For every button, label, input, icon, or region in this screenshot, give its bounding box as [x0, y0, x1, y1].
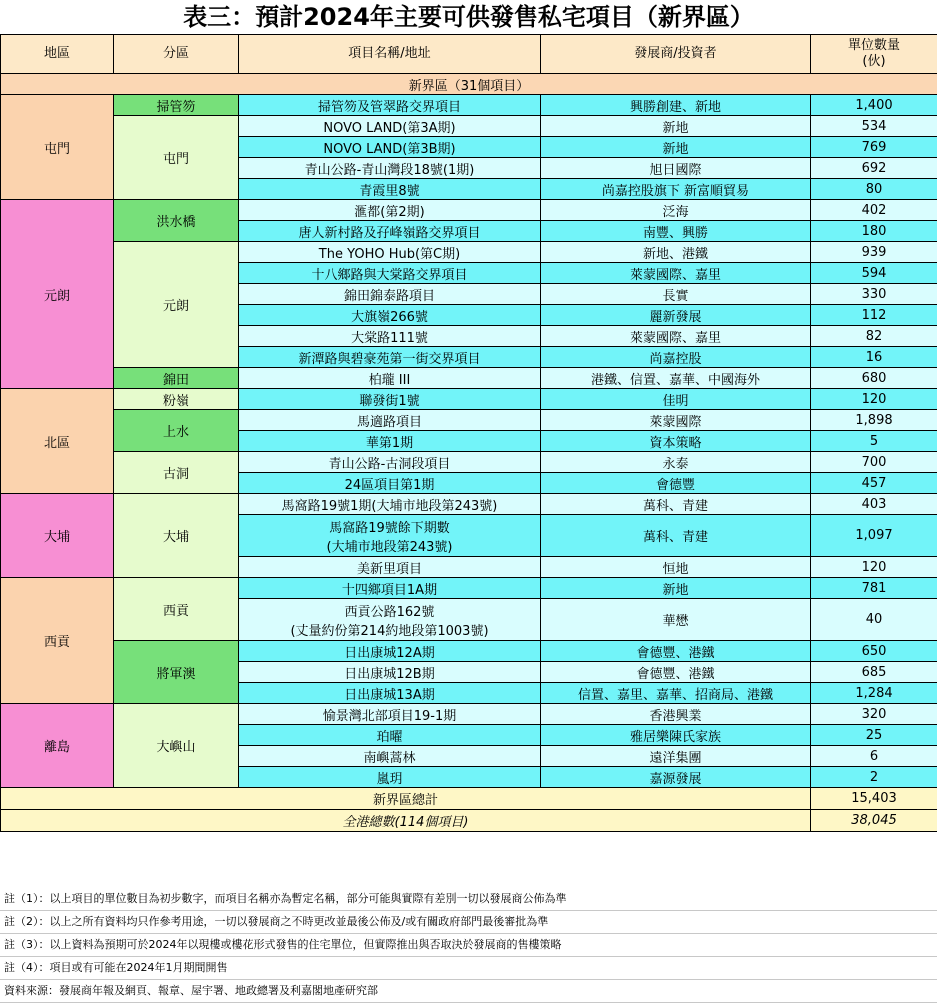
district-cell: 西貢: [1, 578, 114, 704]
project-cell: NOVO LAND(第3B期): [239, 137, 541, 158]
header-district: 地區: [1, 35, 114, 74]
project-name-line2: (大埔市地段第243號): [327, 540, 453, 555]
region-label: 新界區（31個項目）: [1, 74, 937, 95]
project-cell: 錦田錦泰路項目: [239, 284, 541, 305]
project-cell: 大旗嶺266號: [239, 305, 541, 326]
district-cell: 北區: [1, 389, 114, 494]
project-cell: 大棠路111號: [239, 326, 541, 347]
developer-cell: 會德豐、港鐵: [541, 641, 811, 662]
table-row: [1, 641, 937, 662]
project-name-line1: 馬窩路19號餘下期數: [329, 521, 450, 536]
units-cell: 534: [811, 116, 937, 137]
project-cell: NOVO LAND(第3A期): [239, 116, 541, 137]
project-cell: 馬窩路19號1期(大埔市地段第243號): [239, 494, 541, 515]
developer-cell: 雅居樂陳氏家族: [541, 725, 811, 746]
subdistrict-cell: 洪水橋: [114, 200, 239, 242]
page-title: 表三：預計2024年主要可供發售私宅項目（新界區）: [0, 0, 937, 34]
project-cell: The YOHO Hub(第C期): [239, 242, 541, 263]
subdistrict-cell: 將軍澳: [114, 641, 239, 704]
developer-cell: 資本策略: [541, 431, 811, 452]
project-cell: 南嶼蒿林: [239, 746, 541, 767]
footnote-3: 註（3）：以上資料為預期可於2024年以現樓或樓花形式發售的住宅單位，但實際推出與否取決於發展商的售樓策略: [0, 934, 937, 957]
units-cell: 403: [811, 494, 937, 515]
project-cell: 美新里項目: [239, 557, 541, 578]
developer-cell: 佳明: [541, 389, 811, 410]
developer-cell: 華懋: [541, 599, 811, 641]
table-row: [1, 410, 937, 431]
project-cell: [239, 599, 541, 641]
units-cell: 457: [811, 473, 937, 494]
developer-cell: 興勝創建、新地: [541, 95, 811, 116]
project-cell: 日出康城12B期: [239, 662, 541, 683]
units-cell: 402: [811, 200, 937, 221]
subdistrict-cell: 古洞: [114, 452, 239, 494]
subdistrict-cell: 大埔: [114, 494, 239, 578]
district-cell: 離島: [1, 704, 114, 788]
units-cell: 781: [811, 578, 937, 599]
developer-cell: 會德豐、港鐵: [541, 662, 811, 683]
header-units: [811, 35, 937, 74]
project-name-line1: 西貢公路162號: [345, 605, 435, 620]
developer-cell: 萊蒙國際、嘉里: [541, 326, 811, 347]
units-cell: 5: [811, 431, 937, 452]
developer-cell: 永泰: [541, 452, 811, 473]
nt-total-value: 15,403: [811, 788, 937, 810]
table-row: [1, 368, 937, 389]
units-cell: 120: [811, 389, 937, 410]
developer-cell: 萊蒙國際: [541, 410, 811, 431]
units-cell: 82: [811, 326, 937, 347]
header-project: 項目名稱/地址: [239, 35, 541, 74]
developer-cell: 信置、嘉里、嘉華、招商局、港鐵: [541, 683, 811, 704]
project-cell: 滙都(第2期): [239, 200, 541, 221]
developer-cell: 萬科、青建: [541, 494, 811, 515]
subdistrict-cell: 粉嶺: [114, 389, 239, 410]
developer-cell: 麗新發展: [541, 305, 811, 326]
project-cell: 柏瓏 III: [239, 368, 541, 389]
project-cell: 新潭路與碧豪苑第一街交界項目: [239, 347, 541, 368]
district-cell: 屯門: [1, 95, 114, 200]
nt-total-row: [1, 788, 937, 810]
units-cell: 112: [811, 305, 937, 326]
units-cell: 6: [811, 746, 937, 767]
project-cell: 24區項目第1期: [239, 473, 541, 494]
project-cell: 日出康城13A期: [239, 683, 541, 704]
table-row: [1, 578, 937, 599]
project-cell: 馬適路項目: [239, 410, 541, 431]
units-cell: 330: [811, 284, 937, 305]
units-cell: 685: [811, 662, 937, 683]
project-cell: [239, 515, 541, 557]
header-units-line2: (伙): [862, 54, 885, 69]
units-cell: 80: [811, 179, 937, 200]
units-cell: 25: [811, 725, 937, 746]
developer-cell: 遠洋集團: [541, 746, 811, 767]
footnote-1: 註（1）：以上項目的單位數目為初步數字，而項目名稱亦為暫定名稱，部分可能與實際有差別一切以發展商公佈為準: [0, 888, 937, 911]
developer-cell: 恒地: [541, 557, 811, 578]
project-name-line2: (丈量約份第214約地段第1003號): [290, 624, 488, 639]
subdistrict-cell: 大嶼山: [114, 704, 239, 788]
project-cell: 唐人新村路及孖峰嶺路交界項目: [239, 221, 541, 242]
projects-table: [0, 34, 937, 832]
units-cell: 594: [811, 263, 937, 284]
units-cell: 769: [811, 137, 937, 158]
developer-cell: 新地、港鐵: [541, 242, 811, 263]
project-cell: 華第1期: [239, 431, 541, 452]
table-row: [1, 200, 937, 221]
units-cell: 320: [811, 704, 937, 725]
project-cell: 日出康城12A期: [239, 641, 541, 662]
hk-total-label: 全港總數(114個項目): [1, 810, 811, 832]
project-cell: 掃管笏及管翠路交界項目: [239, 95, 541, 116]
table-row: [1, 116, 937, 137]
units-cell: 650: [811, 641, 937, 662]
project-cell: 嵐玥: [239, 767, 541, 788]
units-cell: 1,400: [811, 95, 937, 116]
units-cell: 700: [811, 452, 937, 473]
units-cell: 1,284: [811, 683, 937, 704]
footnote-4: 註（4）：項目或有可能在2024年1月期間開售: [0, 957, 937, 980]
project-cell: 珀曜: [239, 725, 541, 746]
table-row: [1, 494, 937, 515]
units-cell: 2: [811, 767, 937, 788]
footnotes: [0, 888, 937, 1003]
project-cell: 愉景灣北部項目19-1期: [239, 704, 541, 725]
developer-cell: 尚嘉控股: [541, 347, 811, 368]
units-cell: 1,898: [811, 410, 937, 431]
units-cell: 680: [811, 368, 937, 389]
project-cell: 青山公路-青山灣段18號(1期): [239, 158, 541, 179]
subdistrict-cell: 元朗: [114, 242, 239, 368]
subdistrict-cell: 西貢: [114, 578, 239, 641]
header-row: [1, 35, 937, 74]
project-cell: 聯發街1號: [239, 389, 541, 410]
project-cell: 十八鄉路與大棠路交界項目: [239, 263, 541, 284]
header-developer: 發展商/投資者: [541, 35, 811, 74]
region-row: [1, 74, 937, 95]
units-cell: 1,097: [811, 515, 937, 557]
developer-cell: 新地: [541, 137, 811, 158]
developer-cell: 萬科、青建: [541, 515, 811, 557]
district-cell: 元朗: [1, 200, 114, 389]
table-row: [1, 242, 937, 263]
table-row: [1, 452, 937, 473]
developer-cell: 港鐵、信置、嘉華、中國海外: [541, 368, 811, 389]
subdistrict-cell: 掃管笏: [114, 95, 239, 116]
table-row: [1, 95, 937, 116]
source-note: 資料來源：發展商年報及網頁、報章、屋宇署、地政總署及利嘉閣地產研究部: [0, 980, 937, 1003]
nt-total-label: 新界區總計: [1, 788, 811, 810]
developer-cell: 長實: [541, 284, 811, 305]
developer-cell: 泛海: [541, 200, 811, 221]
developer-cell: 嘉源發展: [541, 767, 811, 788]
developer-cell: 旭日國際: [541, 158, 811, 179]
hk-total-row: [1, 810, 937, 832]
table-row: [1, 389, 937, 410]
project-cell: 青山公路-古洞段項目: [239, 452, 541, 473]
units-cell: 40: [811, 599, 937, 641]
developer-cell: 會德豐: [541, 473, 811, 494]
hk-total-value: 38,045: [811, 810, 937, 832]
developer-cell: 新地: [541, 116, 811, 137]
units-cell: 16: [811, 347, 937, 368]
header-subdistrict: 分區: [114, 35, 239, 74]
subdistrict-cell: 上水: [114, 410, 239, 452]
subdistrict-cell: 錦田: [114, 368, 239, 389]
units-cell: 120: [811, 557, 937, 578]
project-cell: 青霞里8號: [239, 179, 541, 200]
units-cell: 692: [811, 158, 937, 179]
table-row: [1, 704, 937, 725]
units-cell: 939: [811, 242, 937, 263]
project-cell: 十四鄉項目1A期: [239, 578, 541, 599]
developer-cell: 香港興業: [541, 704, 811, 725]
footnote-2: 註（2）：以上之所有資料均只作參考用途，一切以發展商之不時更改並最後公佈及/或有關政府部門最後審批為準: [0, 911, 937, 934]
developer-cell: 南豐、興勝: [541, 221, 811, 242]
units-cell: 180: [811, 221, 937, 242]
subdistrict-cell: 屯門: [114, 116, 239, 200]
header-units-line1: 單位數量: [848, 38, 900, 53]
developer-cell: 新地: [541, 578, 811, 599]
developer-cell: 萊蒙國際、嘉里: [541, 263, 811, 284]
district-cell: 大埔: [1, 494, 114, 578]
developer-cell: 尚嘉控股旗下 新富順貿易: [541, 179, 811, 200]
